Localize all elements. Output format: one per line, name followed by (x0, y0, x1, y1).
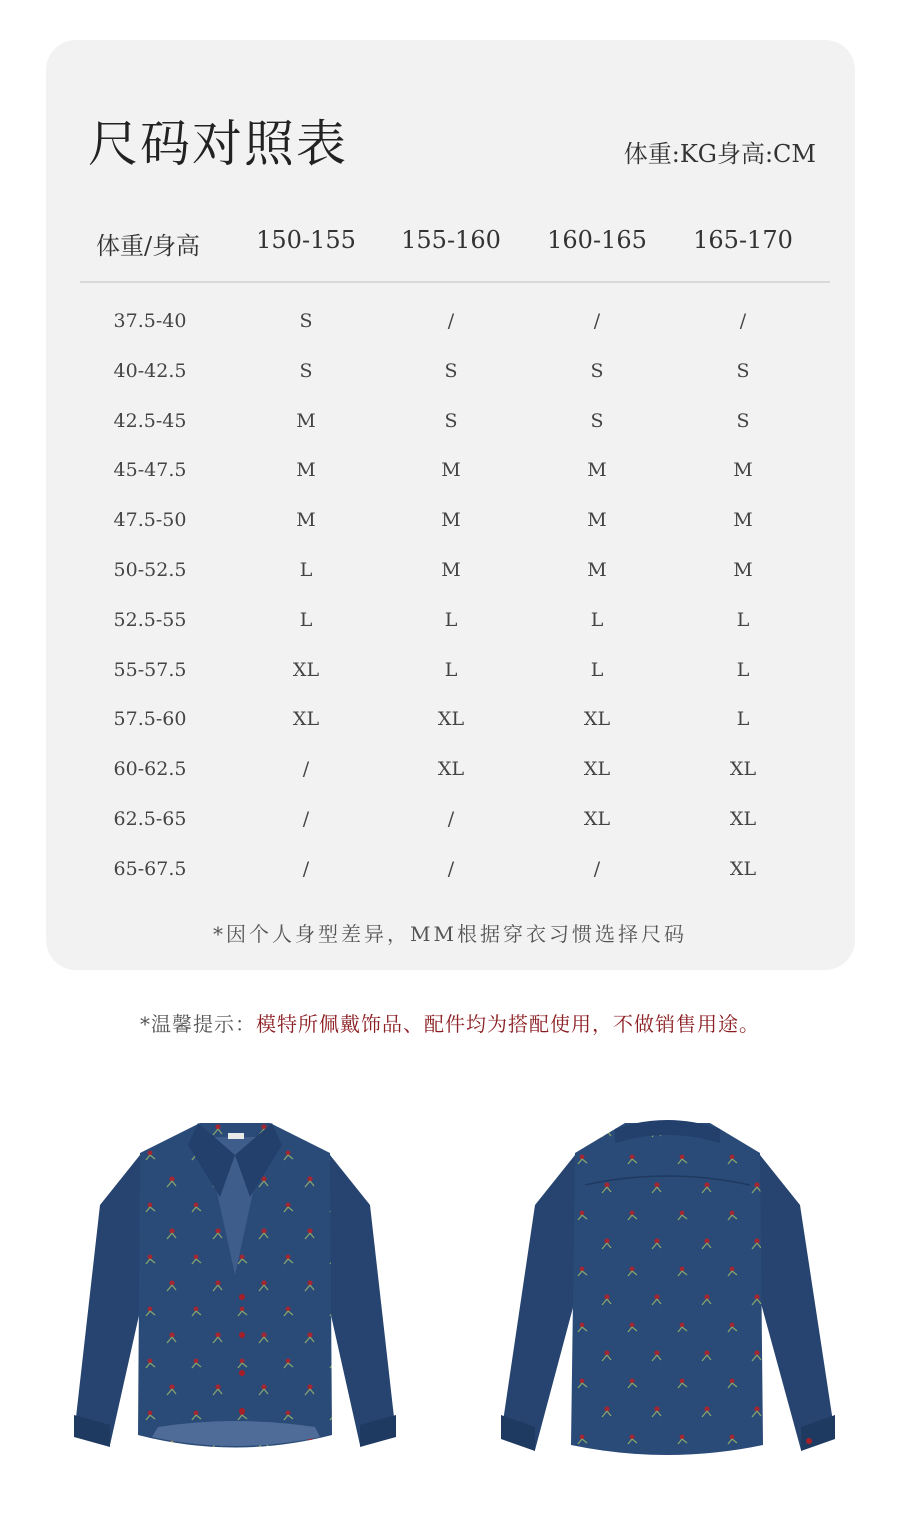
size-cell: S (444, 409, 458, 432)
size-cell: S (299, 310, 313, 332)
denim-shirt-front-image (70, 1115, 400, 1465)
weight-cell: 42.5-45 (113, 409, 187, 432)
tip-lead: *温馨提示： (140, 1012, 256, 1036)
weight-cell: 47.5-50 (113, 509, 187, 532)
size-cell: M (296, 459, 316, 482)
size-cell: XL (292, 708, 320, 731)
size-cell: / (302, 857, 310, 880)
table-row (0, 858, 900, 888)
table-header (80, 226, 830, 270)
model-accessory-tip (0, 1008, 900, 1037)
table-row (0, 708, 900, 738)
table-row (0, 659, 900, 689)
table-row (0, 310, 900, 340)
size-cell: XL (583, 708, 611, 731)
page-title: 尺码对照表 (88, 115, 348, 173)
size-cell: / (447, 808, 455, 830)
size-cell: M (441, 459, 461, 482)
size-cell: M (587, 509, 607, 532)
size-cell: M (733, 559, 753, 581)
table-row (0, 459, 900, 489)
size-cell: / (447, 857, 455, 880)
table-row (0, 559, 900, 589)
weight-cell: 62.5-65 (113, 808, 187, 830)
size-cell: S (736, 359, 750, 382)
size-cell: XL (729, 857, 757, 880)
size-cell: XL (437, 758, 465, 781)
column-header: 150-155 (256, 226, 356, 254)
size-cell: L (736, 658, 750, 681)
weight-cell: 60-62.5 (113, 758, 187, 781)
size-cell: XL (729, 758, 757, 781)
weight-cell: 65-67.5 (113, 857, 187, 880)
size-cell: XL (729, 808, 757, 830)
size-cell: L (444, 608, 458, 631)
corner-header: 体重/身高 (95, 232, 201, 260)
table-row (0, 360, 900, 390)
size-cell: XL (583, 758, 611, 781)
size-cell: XL (583, 808, 611, 830)
size-cell: L (444, 658, 458, 681)
size-cell: XL (292, 658, 320, 681)
weight-cell: 52.5-55 (113, 608, 187, 631)
weight-cell: 37.5-40 (113, 310, 187, 332)
size-cell: M (441, 559, 461, 581)
table-row (0, 410, 900, 440)
weight-cell: 45-47.5 (113, 459, 187, 482)
table-row (0, 609, 900, 639)
size-cell: S (590, 359, 604, 382)
size-cell: M (587, 459, 607, 482)
unit-note: 体重:KG身高:CM (623, 140, 816, 168)
size-cell: L (299, 559, 313, 581)
weight-cell: 50-52.5 (113, 559, 187, 581)
size-cell: L (590, 608, 604, 631)
size-cell: S (736, 409, 750, 432)
size-cell: / (739, 310, 747, 332)
size-cell: M (733, 509, 753, 532)
size-footnote: *因个人身型差异，MM根据穿衣习惯选择尺码 (213, 922, 687, 946)
size-cell: / (447, 310, 455, 332)
size-cell: L (299, 608, 313, 631)
column-header: 160-165 (547, 226, 647, 254)
weight-cell: 57.5-60 (113, 708, 187, 731)
size-cell: / (593, 857, 601, 880)
table-row (0, 509, 900, 539)
size-cell: S (590, 409, 604, 432)
size-cell: L (590, 658, 604, 681)
size-cell: M (441, 509, 461, 532)
column-header: 165-170 (693, 226, 793, 254)
denim-shirt-back-image (495, 1115, 840, 1465)
size-cell: / (302, 758, 310, 781)
table-row (0, 808, 900, 838)
size-cell: / (302, 808, 310, 830)
size-cell: L (736, 608, 750, 631)
size-cell: S (299, 359, 313, 382)
size-cell: M (733, 459, 753, 482)
size-cell: XL (437, 708, 465, 731)
size-cell: / (593, 310, 601, 332)
weight-cell: 40-42.5 (113, 359, 187, 382)
weight-cell: 55-57.5 (113, 658, 187, 681)
tip-body: 模特所佩戴饰品、配件均为搭配使用，不做销售用途。 (256, 1012, 760, 1036)
header-divider (80, 281, 830, 283)
size-cell: M (587, 559, 607, 581)
size-cell: L (736, 708, 750, 731)
size-cell: M (296, 409, 316, 432)
size-cell: M (296, 509, 316, 532)
size-cell: S (444, 359, 458, 382)
column-header: 155-160 (401, 226, 501, 254)
table-row (0, 758, 900, 788)
